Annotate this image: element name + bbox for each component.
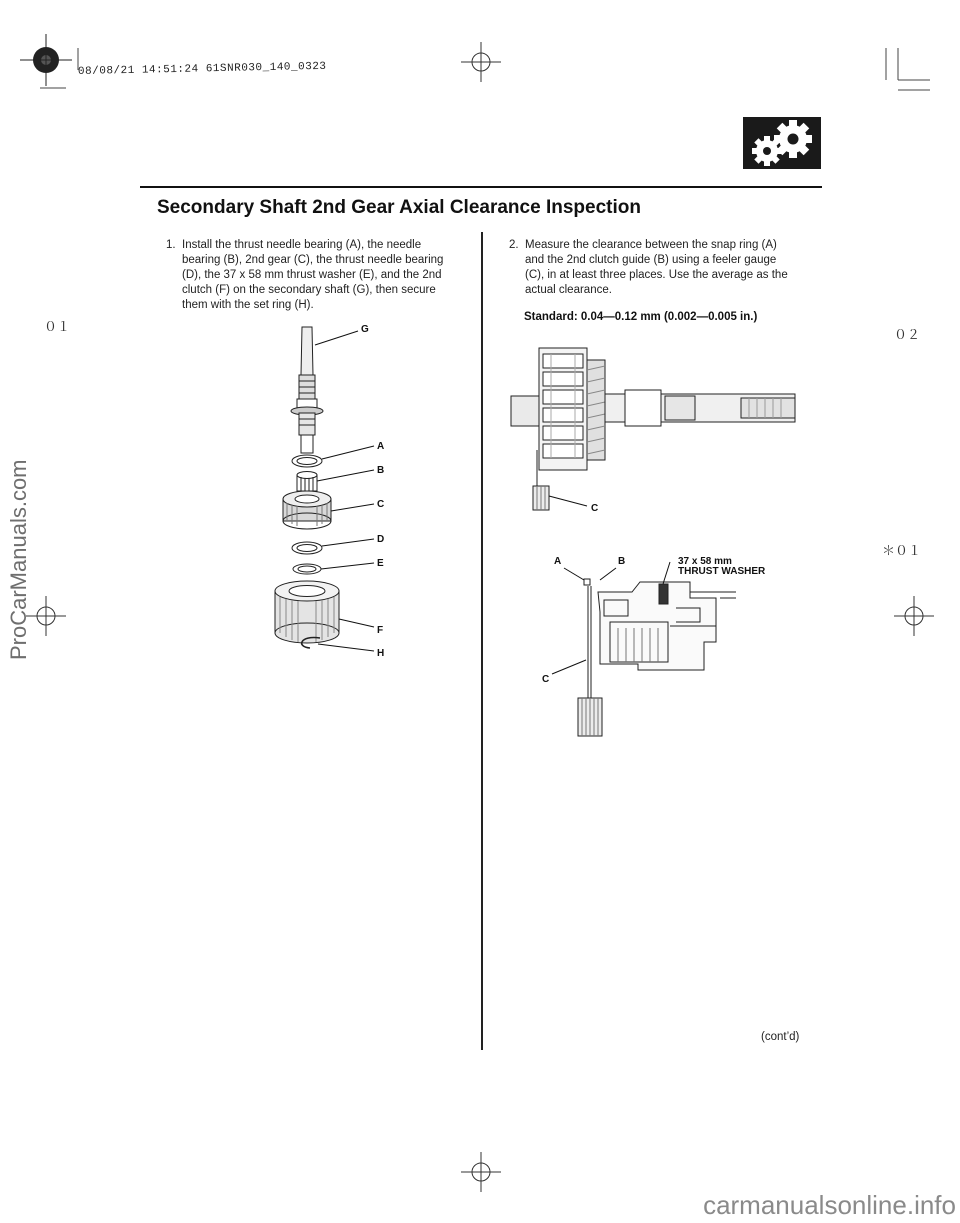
figure-cross-section: [540, 552, 780, 742]
margin-mark-right-star: ＊０１: [882, 544, 922, 559]
watermark-bottom: carmanualsonline.info: [703, 1190, 956, 1220]
thrust-needle-bearing-a: [292, 455, 322, 467]
step-2-line: (C), in at least three places. Use the average as the: [525, 269, 788, 281]
step-1-line: bearing (B), 2nd gear (C), the thrust needle bearing: [182, 254, 444, 266]
secondary-shaft-illustration: [291, 327, 323, 453]
thrust-washer-e: [293, 564, 321, 574]
step-1-line: Install the thrust needle bearing (A), the needle: [182, 239, 422, 251]
column-divider: [481, 232, 483, 1050]
step-1-number: 1.: [166, 239, 176, 251]
step-2-line: actual clearance.: [525, 284, 612, 296]
callout-c-feeler: C: [591, 503, 599, 514]
step-1-line: clutch (F) on the secondary shaft (G), then secure: [182, 284, 436, 296]
gears-icon: [743, 117, 821, 169]
section-title: Secondary Shaft 2nd Gear Axial Clearance Inspection: [157, 197, 641, 218]
target-mark-top-left: [20, 34, 72, 86]
callout-b-clutch-guide: B: [618, 556, 626, 567]
section-rule: [140, 186, 822, 188]
thrust-needle-bearing-d: [292, 542, 322, 554]
callout-h: H: [377, 648, 385, 659]
step-2-line: and the 2nd clutch guide (B) using a feeler gauge: [525, 254, 777, 266]
figure-exploded-assembly: [250, 315, 410, 660]
callout-e: E: [377, 558, 384, 569]
callout-washer-size: 37 x 58 mm: [678, 556, 732, 567]
second-clutch-f: [275, 581, 339, 643]
crosshair-top-center: [461, 42, 501, 82]
callout-g: G: [361, 324, 369, 335]
step-2-text: [525, 238, 788, 298]
callout-b: B: [377, 465, 385, 476]
callout-f: F: [377, 625, 384, 636]
needle-bearing-b: [297, 472, 317, 492]
step-1-text: [182, 238, 443, 313]
step-2-line: Measure the clearance between the snap ring (A): [525, 239, 777, 251]
continued-note: (cont’d): [761, 1031, 800, 1043]
step-1-line: them with the set ring (H).: [182, 299, 314, 311]
margin-mark-left: ０１: [44, 320, 71, 335]
figure-shaft-side-view: [505, 340, 805, 520]
callout-a-snap-ring: A: [554, 556, 562, 567]
callout-c: C: [377, 499, 385, 510]
callout-c-gauge: C: [542, 674, 550, 685]
crosshair-left: [26, 596, 66, 636]
print-stamp: 08/08/21 14:51:24 61SNR030_140_0323: [77, 60, 327, 78]
crosshair-right: [894, 596, 934, 636]
callout-washer-name: THRUST WASHER: [678, 566, 766, 577]
step-2-number: 2.: [509, 239, 519, 251]
second-gear-c: [283, 491, 331, 529]
watermark-side: ProCarManuals.com: [6, 459, 31, 660]
crosshair-bottom-center: [461, 1152, 501, 1192]
callout-a: A: [377, 441, 385, 452]
step-1-line: (D), the 37 x 58 mm thrust washer (E), and the 2nd: [182, 269, 442, 281]
callout-d: D: [377, 534, 385, 545]
margin-mark-right: ０２: [894, 328, 921, 343]
standard-spec: Standard: 0.04—0.12 mm (0.002—0.005 in.): [524, 311, 758, 323]
